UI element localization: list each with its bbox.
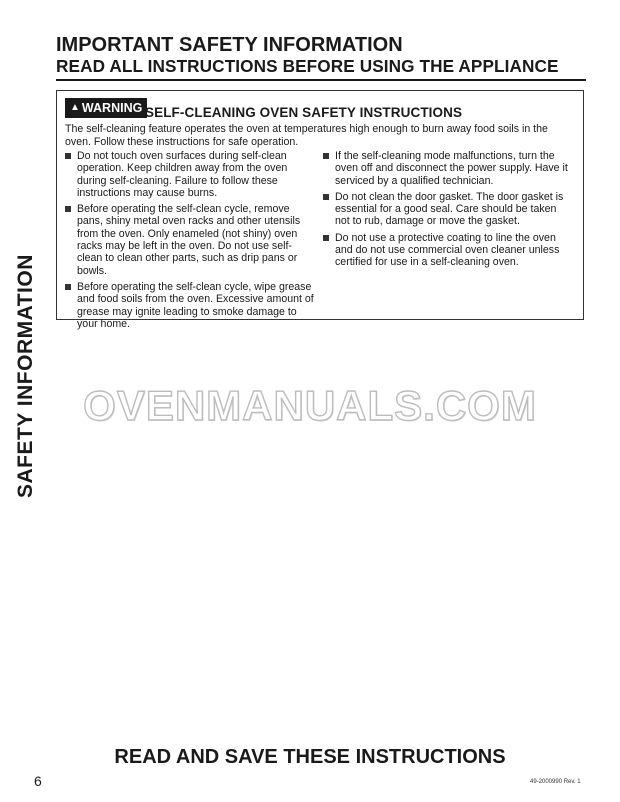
square-bullet-icon bbox=[323, 153, 329, 159]
list-item-text: Do not touch oven surfaces during self-clean operation. Keep children away from the oven during self-cleaning. Failure to follow these instructions may cause burns. bbox=[77, 150, 288, 199]
warning-triangle-icon: ▲ bbox=[70, 102, 80, 113]
square-bullet-icon bbox=[65, 153, 71, 159]
document-code: 49-2000990 Rev. 1 bbox=[530, 779, 581, 785]
list-item-text: If the self-cleaning mode malfunctions, turn the oven off and disconnect the power supply. Have it serviced by a qualified technician. bbox=[335, 150, 568, 187]
warning-badge bbox=[65, 98, 147, 118]
watermark: OVENMANUALS.COM bbox=[83, 382, 537, 429]
page-title: IMPORTANT SAFETY INFORMATION bbox=[56, 34, 403, 56]
header-divider bbox=[56, 79, 586, 81]
instructions-left-column bbox=[65, 150, 315, 334]
list-item-text: Do not use a protective coating to line the oven and do not use commercial oven cleaner unless certified for use in a self-cleaning oven. bbox=[335, 231, 560, 269]
warning-box-title: SELF-CLEANING OVEN SAFETY INSTRUCTIONS bbox=[145, 105, 463, 120]
warning-box-intro: The self-cleaning feature operates the oven at temperatures high enough to burn away food soils in the oven. Follow these instructions for safe operation. bbox=[65, 123, 548, 148]
side-section-label-text: SAFETY INFORMATION bbox=[14, 254, 37, 498]
list-item bbox=[323, 191, 573, 228]
list-item bbox=[65, 203, 315, 277]
list-item-text: Before operating the self-clean cycle, remove pans, shiny metal oven racks and other utensils from the oven. Only enameled (not shiny) oven racks may be left in the oven. Do not use self-clean to clean other parts, such as drip pans or bowls. bbox=[77, 203, 301, 277]
warning-badge-label: WARNING bbox=[81, 101, 143, 115]
warning-box bbox=[56, 90, 584, 330]
footer-title: READ AND SAVE THESE INSTRUCTIONS bbox=[114, 746, 506, 768]
page-number: 6 bbox=[34, 773, 42, 789]
list-item-text: Before operating the self-clean cycle, wipe grease and food soils from the oven. Excessive amount of grease may ignite leading to smoke damage to your home. bbox=[77, 280, 314, 330]
list-item bbox=[65, 281, 315, 330]
square-bullet-icon bbox=[323, 194, 329, 200]
list-item bbox=[323, 232, 573, 269]
list-item bbox=[323, 150, 573, 187]
square-bullet-icon bbox=[65, 284, 71, 290]
list-item bbox=[65, 150, 315, 199]
square-bullet-icon bbox=[323, 235, 329, 241]
page-subtitle: READ ALL INSTRUCTIONS BEFORE USING THE APPLIANCE bbox=[56, 56, 559, 76]
square-bullet-icon bbox=[65, 206, 71, 212]
instructions-right-column bbox=[323, 150, 573, 273]
list-item-text: Do not clean the door gasket. The door gasket is essential for a good seal. Care should be taken not to rub, damage or move the gasket. bbox=[335, 190, 564, 228]
page-header bbox=[56, 34, 596, 76]
